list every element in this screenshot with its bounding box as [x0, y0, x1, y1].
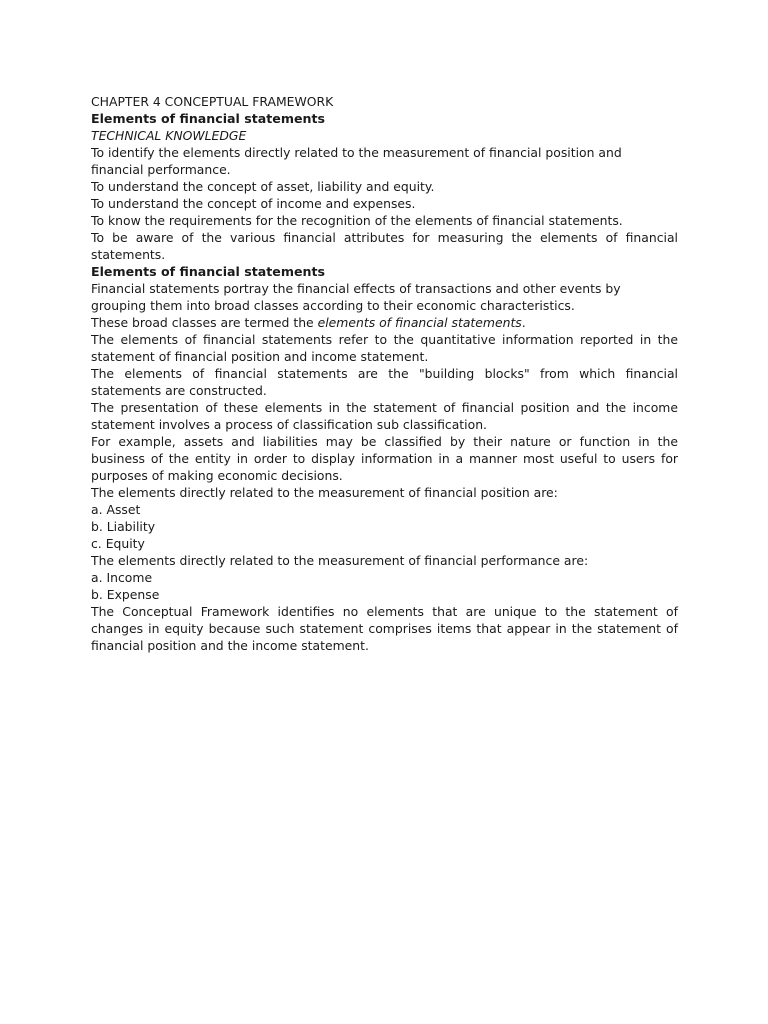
paragraph: The elements of financial statements are the "building blocks" from which financial statements are constructed.	[91, 366, 678, 398]
list-item: b. Expense	[91, 587, 160, 602]
objective-item: To understand the concept of asset, liability and equity.	[91, 179, 435, 194]
paragraph: The presentation of these elements in the statement of financial position and the income statement involves a process of classification sub classification.	[91, 400, 678, 432]
objective-item: To know the requirements for the recognition of the elements of financial statements.	[91, 213, 623, 228]
paragraph: The Conceptual Framework identifies no elements that are unique to the statement of changes in equity because such statement comprises items that appear in the statement of financial position and the income statement.	[91, 604, 678, 653]
section-title: Elements of financial statements	[91, 111, 325, 126]
paragraph-text: .	[521, 315, 526, 330]
list-item: a. Asset	[91, 502, 141, 517]
paragraph-text: These broad classes are termed the	[91, 315, 318, 330]
section-heading: Elements of financial statements	[91, 264, 325, 279]
list-item: c. Equity	[91, 536, 145, 551]
chapter-title: CHAPTER 4 CONCEPTUAL FRAMEWORK	[91, 94, 334, 109]
performance-intro: The elements directly related to the measurement of financial performance are:	[91, 553, 589, 568]
objective-item: To be aware of the various financial attributes for measuring the elements of financial statements.	[91, 230, 678, 262]
list-item: b. Liability	[91, 519, 156, 534]
document-page	[91, 93, 678, 654]
objective-item: To understand the concept of income and expenses.	[91, 196, 416, 211]
objective-item: To identify the elements directly related to the measurement of financial position and financial performance.	[91, 145, 622, 177]
paragraph: The elements of financial statements refer to the quantitative information reported in the statement of financial position and income statement.	[91, 332, 678, 364]
position-intro: The elements directly related to the measurement of financial position are:	[91, 485, 558, 500]
emphasis-text: elements of financial statements	[317, 315, 522, 330]
paragraph: For example, assets and liabilities may be classified by their nature or function in the business of the entity in order to display information in a manner most useful to users for purposes of making economic decisions.	[91, 434, 678, 483]
paragraph: Financial statements portray the financial effects of transactions and other events by grouping them into broad classes according to their economic characteristics.	[91, 281, 621, 313]
paragraph-broad-classes	[91, 314, 678, 331]
technical-knowledge-label: TECHNICAL KNOWLEDGE	[91, 128, 247, 143]
list-item: a. Income	[91, 570, 153, 585]
